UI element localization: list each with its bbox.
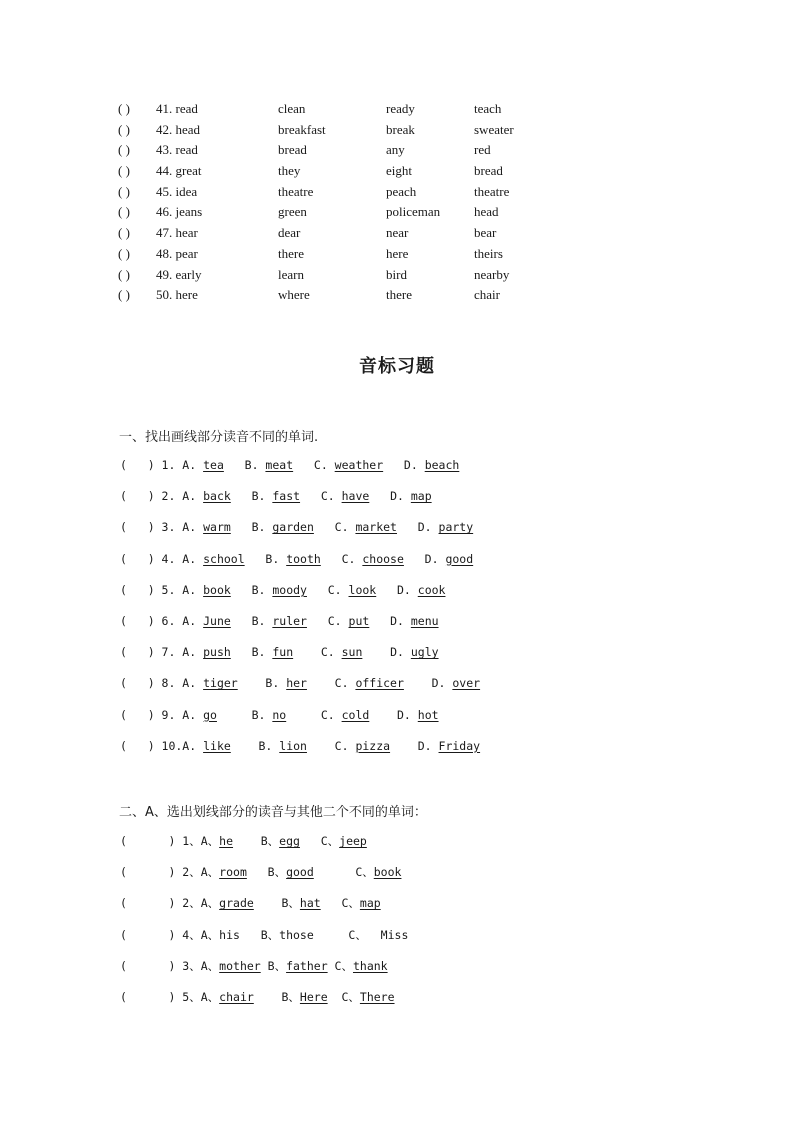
exercise-item	[120, 489, 432, 503]
underlined-word: chair	[219, 990, 254, 1004]
item-text: C.	[286, 707, 342, 722]
item-text: D.	[383, 458, 425, 472]
underlined-word: good	[445, 551, 474, 566]
answer-blank: ( )	[118, 245, 130, 261]
underlined-word: Here	[299, 990, 328, 1004]
item-text: C.	[293, 458, 335, 472]
section-2-heading: 二、A、选出划线部分的读音与其他二个不同的单词：	[119, 805, 427, 820]
question-word: 44. great	[156, 163, 202, 179]
item-text: B.	[230, 645, 273, 660]
underlined-word: fun	[272, 645, 294, 660]
underlined-word: Friday	[438, 738, 481, 753]
underlined-word: book	[203, 582, 231, 597]
item-text: B.	[230, 489, 273, 504]
underlined-word: thank	[352, 958, 388, 973]
item-text: B.	[230, 520, 273, 535]
exercise-item	[120, 614, 439, 628]
underlined-word: her	[286, 676, 307, 691]
item-text: ( ) 3. A.	[120, 520, 204, 535]
item-text: B.	[223, 458, 266, 472]
underlined-word: pizza	[355, 738, 391, 753]
question-word: 45. idea	[156, 183, 198, 199]
underlined-word: choose	[362, 551, 404, 566]
underlined-word: mother	[219, 958, 261, 973]
item-text: D.	[403, 551, 446, 566]
item-text: C、	[313, 865, 374, 880]
underlined-word: tooth	[286, 551, 321, 566]
item-text: B、	[253, 896, 300, 911]
item-text: C、	[327, 990, 360, 1004]
option-word: bread	[474, 163, 503, 179]
underlined-word: ruler	[272, 614, 307, 628]
item-text: D.	[369, 707, 418, 722]
option-word: bear	[474, 225, 497, 241]
underlined-word: father	[286, 958, 328, 973]
item-text: D.	[403, 676, 453, 691]
underlined-word: grade	[219, 896, 254, 911]
underlined-word: fast	[272, 489, 301, 504]
underlined-word: egg	[279, 834, 300, 848]
underlined-word: back	[203, 489, 231, 504]
underlined-word: look	[348, 582, 377, 597]
answer-blank: ( )	[118, 287, 130, 303]
underlined-word: weather	[334, 458, 384, 472]
item-text: ( ) 5、A、	[120, 990, 220, 1004]
item-text: C、	[327, 958, 353, 973]
item-text: ( ) 2、A、	[120, 896, 220, 911]
exercise-item	[120, 833, 367, 849]
item-text: those	[279, 927, 314, 942]
item-text: D.	[369, 614, 411, 628]
item-text: ( ) 4、A、	[120, 927, 220, 942]
item-text: C.	[313, 520, 356, 535]
underlined-word: hot	[417, 707, 439, 722]
option-word: breakfast	[278, 121, 326, 137]
underlined-word: map	[410, 489, 432, 504]
exercise-item	[120, 739, 480, 753]
underlined-word: warm	[203, 520, 231, 535]
item-text: ( ) 7. A.	[120, 645, 204, 660]
answer-blank: ( )	[118, 121, 130, 137]
item-text: ( ) 1、A、	[120, 834, 220, 848]
answer-blank: ( )	[118, 163, 130, 179]
option-word: ready	[386, 101, 415, 116]
option-word: eight	[386, 163, 412, 179]
underlined-word: put	[348, 614, 370, 628]
option-word: near	[386, 225, 409, 241]
option-word: nearby	[474, 266, 510, 282]
item-text: C.	[300, 489, 342, 504]
exercise-item	[120, 458, 459, 472]
exercise-item	[120, 520, 473, 534]
item-text: C.	[306, 738, 356, 753]
exercise-item	[120, 958, 388, 974]
item-text: C、	[313, 927, 381, 942]
underlined-word: good	[286, 865, 314, 880]
underlined-word: officer	[355, 676, 404, 691]
underlined-word: no	[272, 707, 287, 722]
option-word: green	[278, 204, 307, 220]
underlined-word: party	[438, 520, 474, 535]
item-text: B、	[253, 990, 300, 1004]
question-word: 48. pear	[156, 245, 198, 261]
option-word: clean	[278, 101, 306, 116]
item-text: ( ) 5. A.	[120, 582, 204, 597]
exercise-item	[120, 864, 401, 880]
answer-blank: ( )	[118, 142, 130, 158]
question-word: 41. read	[156, 101, 198, 116]
exercise-item	[120, 645, 439, 659]
option-word: bird	[386, 266, 407, 282]
underlined-word: over	[452, 676, 481, 691]
item-text: B、	[246, 865, 287, 880]
page-title: 音标习题	[359, 356, 435, 377]
option-word: there	[278, 245, 304, 261]
item-text: ( ) 8. A.	[120, 676, 204, 691]
item-text: B、	[239, 927, 280, 942]
item-text: B、	[233, 834, 280, 848]
item-text: ( ) 3、A、	[120, 958, 220, 973]
underlined-word: cook	[417, 582, 446, 597]
item-text: C.	[306, 614, 349, 628]
underlined-word: jeep	[339, 834, 367, 848]
answer-blank: ( )	[118, 266, 130, 282]
option-word: head	[474, 204, 499, 220]
item-text: ( ) 2、A、	[120, 865, 220, 880]
underlined-word: There	[359, 990, 395, 1004]
underlined-word: market	[355, 520, 397, 535]
underlined-word: moody	[272, 582, 307, 597]
item-text: B.	[216, 707, 273, 722]
option-word: chair	[474, 287, 500, 303]
item-text: B.	[237, 676, 287, 691]
item-text: D.	[396, 520, 439, 535]
item-text: ( ) 9. A.	[120, 707, 204, 722]
exercise-item	[120, 927, 408, 943]
underlined-word: hat	[299, 896, 321, 911]
underlined-word: meat	[265, 458, 294, 472]
option-word: policeman	[386, 204, 441, 220]
item-text: his	[219, 927, 240, 942]
item-text: D.	[362, 645, 411, 660]
underlined-word: menu	[410, 614, 439, 628]
option-word: where	[278, 287, 310, 303]
option-word: teach	[474, 101, 502, 116]
option-word: theatre	[278, 183, 314, 199]
question-word: 42. head	[156, 121, 201, 137]
underlined-word: sun	[341, 645, 363, 660]
question-word: 47. hear	[156, 225, 198, 241]
question-word: 43. read	[156, 142, 198, 158]
item-text: D.	[376, 582, 418, 597]
underlined-word: lion	[279, 738, 307, 753]
option-word: theatre	[474, 183, 510, 199]
item-text: B.	[244, 551, 287, 566]
underlined-word: have	[341, 489, 370, 504]
answer-blank: ( )	[118, 183, 130, 199]
question-word: 50. here	[156, 287, 198, 303]
exercise-item	[120, 552, 473, 566]
exercise-item	[120, 708, 439, 722]
underlined-word: garden	[272, 520, 314, 535]
underlined-word: cold	[341, 707, 370, 722]
option-word: red	[474, 142, 491, 158]
option-word: there	[386, 287, 412, 303]
item-text: C.	[320, 551, 363, 566]
underlined-word: go	[203, 707, 217, 722]
item-text: B.	[230, 738, 280, 753]
item-text: C.	[306, 676, 356, 691]
option-word: bread	[278, 142, 307, 158]
option-word: theirs	[474, 245, 503, 261]
item-text: B.	[230, 582, 273, 597]
section-1-heading: 一、找出画线部分读音不同的单词.	[119, 430, 319, 445]
option-word: dear	[278, 225, 301, 241]
question-word: 49. early	[156, 266, 202, 282]
exercise-item	[120, 676, 480, 690]
underlined-word: tiger	[203, 676, 238, 691]
exercise-item	[120, 989, 395, 1005]
underlined-word: ugly	[410, 645, 439, 660]
item-text: ( ) 1. A.	[120, 458, 204, 472]
question-word: 46. jeans	[156, 204, 203, 220]
option-word: any	[386, 142, 405, 158]
option-word: sweater	[474, 121, 514, 137]
option-word: break	[386, 121, 415, 137]
answer-blank: ( )	[118, 101, 130, 116]
answer-blank: ( )	[118, 225, 130, 241]
underlined-word: beach	[424, 458, 460, 472]
option-word: they	[278, 163, 301, 179]
item-text: D.	[390, 738, 439, 753]
item-text: C.	[306, 582, 349, 597]
item-text: ( ) 10.A.	[120, 738, 204, 753]
item-text: ( ) 4. A.	[120, 551, 204, 566]
underlined-word: tea	[203, 458, 224, 472]
underlined-word: map	[359, 896, 381, 911]
item-text: C、	[320, 896, 360, 911]
underlined-word: school	[203, 551, 245, 566]
item-text: D.	[369, 489, 411, 504]
exercise-item	[120, 895, 381, 911]
item-text: B、	[260, 958, 287, 973]
item-text: ( ) 2. A.	[120, 489, 204, 504]
underlined-word: like	[203, 738, 231, 753]
underlined-word: push	[203, 645, 231, 660]
underlined-word: June	[203, 614, 231, 628]
item-text: C、	[299, 834, 340, 848]
underlined-word: room	[219, 865, 247, 880]
underlined-word: he	[219, 834, 234, 848]
item-text: C.	[293, 645, 342, 660]
item-text: Miss	[380, 927, 409, 942]
item-text: ( ) 6. A.	[120, 614, 204, 628]
option-word: peach	[386, 183, 417, 199]
exercise-item	[120, 583, 445, 597]
option-word: here	[386, 245, 409, 261]
underlined-word: book	[373, 865, 402, 880]
item-text: B.	[230, 614, 273, 628]
option-word: learn	[278, 266, 304, 282]
answer-blank: ( )	[118, 204, 130, 220]
